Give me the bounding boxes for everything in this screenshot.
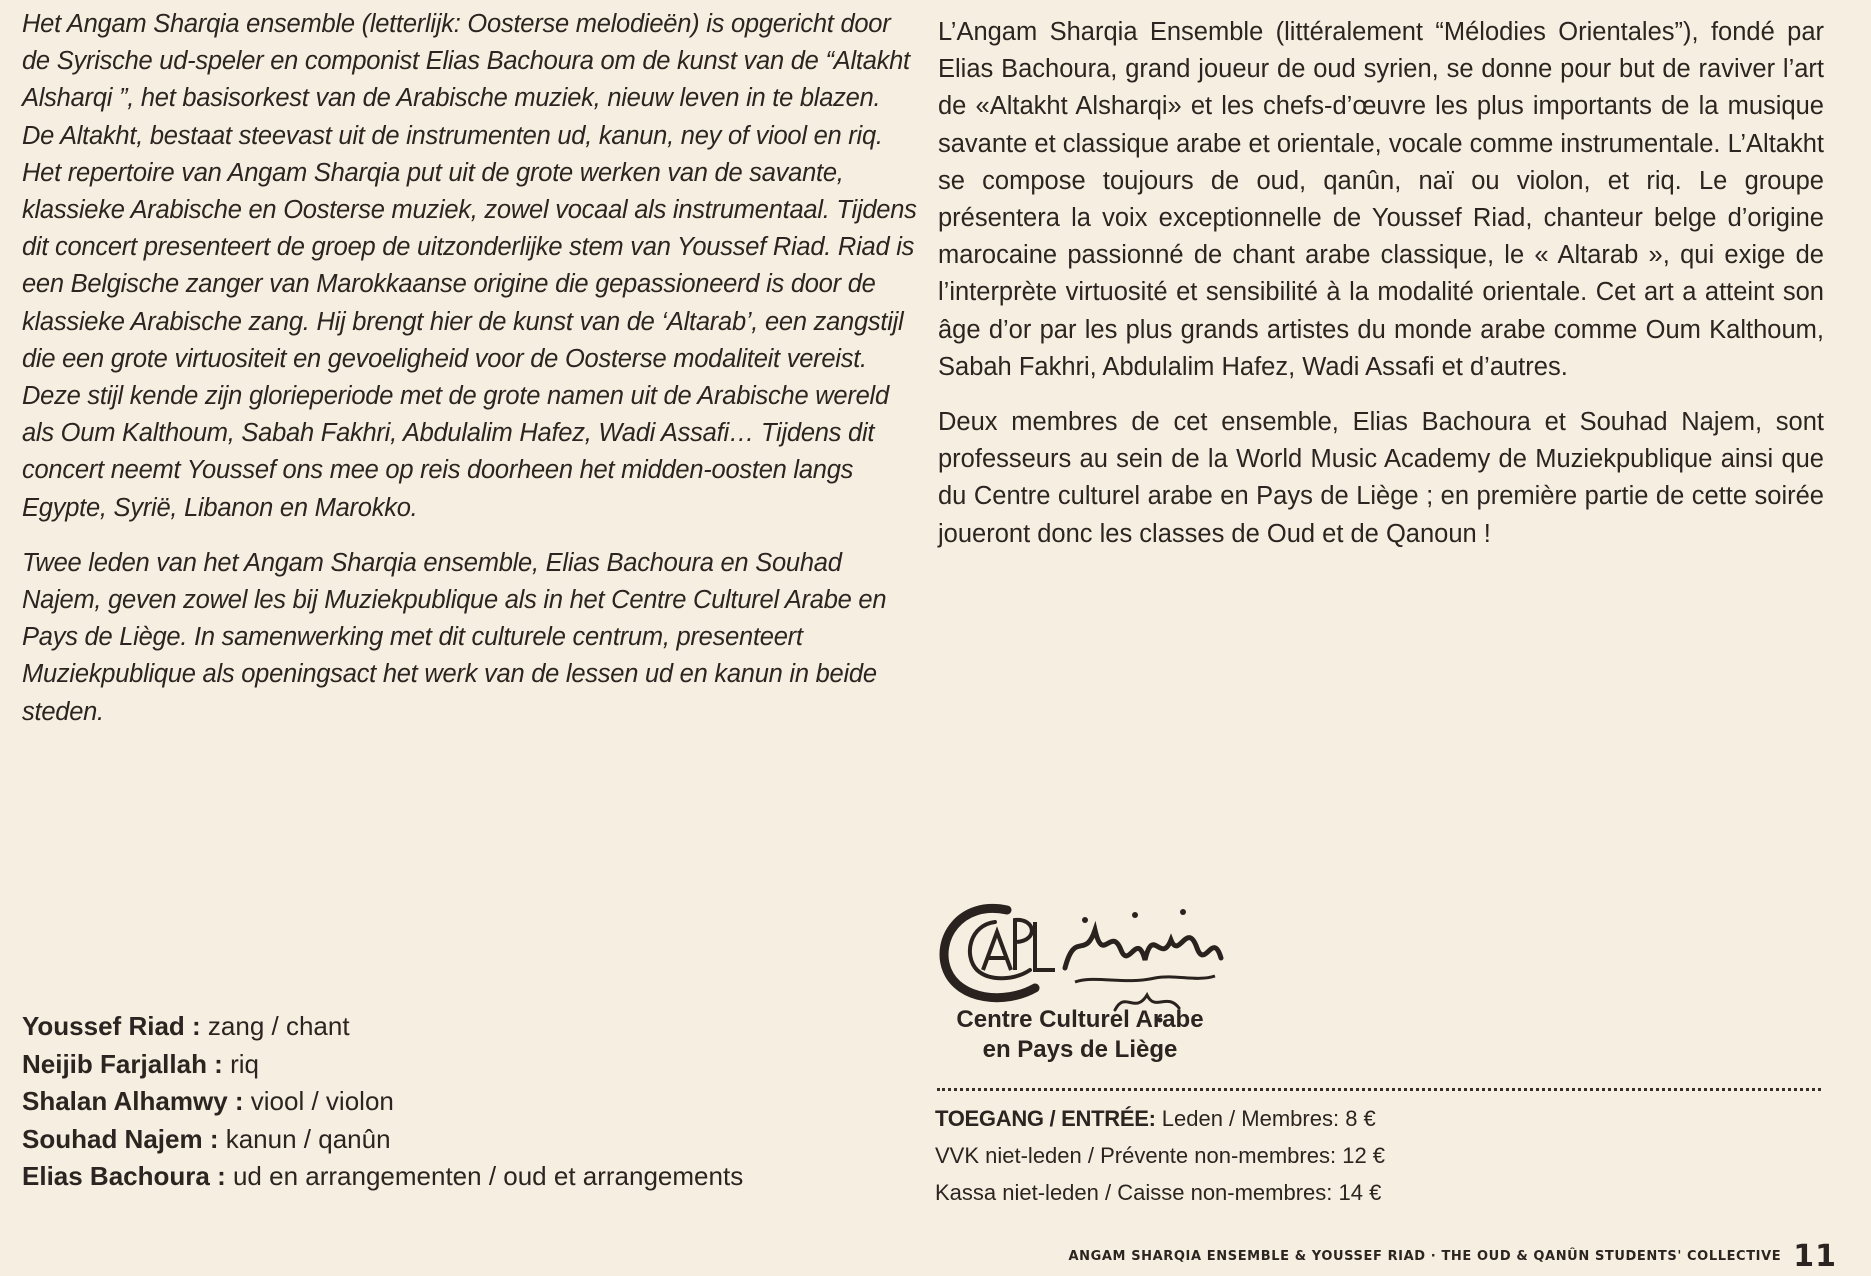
cast-role: ud en arrangementen / oud et arrangements xyxy=(232,1161,744,1191)
cast-name: Youssef Riad : xyxy=(22,1011,201,1041)
cast-role: riq xyxy=(230,1048,259,1079)
price-row-members xyxy=(935,1100,1635,1137)
dotted-divider xyxy=(937,1088,1821,1091)
price-presale: VVK niet-leden / Prévente non-membres: 12 € xyxy=(935,1143,1386,1168)
cast-member xyxy=(22,1158,922,1196)
logo-caption xyxy=(930,1005,1230,1065)
logo-caption-line-2: en Pays de Liège xyxy=(982,1036,1178,1063)
cast-member xyxy=(22,1083,922,1121)
cast-role: zang / chant xyxy=(207,1011,350,1041)
admission-prices xyxy=(935,1100,1635,1211)
admission-label: TOEGANG / ENTRÉE: xyxy=(935,1106,1156,1131)
logo-caption-line-1: Centre Culturel Arabe xyxy=(956,1006,1204,1033)
cast-member xyxy=(22,1008,922,1046)
cast-role: viool / violon xyxy=(250,1086,394,1116)
cast-name: Elias Bachoura : xyxy=(22,1161,226,1191)
french-paragraph-2: Deux membres de cet ensemble, Elias Bachoura et Souhad Najem, sont professeurs au sein de la World Music Academy de Muziekpublique ainsi que du Centre culturel arabe en Pays de Liège ; en première partie de cette soirée joueront donc les classes de Oud et de Qanoun ! xyxy=(938,408,1824,548)
cast-member xyxy=(22,1121,922,1159)
dutch-paragraph-2: Twee leden van het Angam Sharqia ensemble, Elias Bachoura en Souhad Najem, geven zowel les bij Muziekpublique als in het Centre Culturel Arabe en Pays de Liège. In samenwerking met dit culturele centrum, presenteert Muziekpublique als openingsact het werk van de lessen ud en kanun in beide steden. xyxy=(22,548,887,726)
cast-name: Shalan Alhamwy : xyxy=(22,1086,244,1116)
dutch-paragraph-1: Het Angam Sharqia ensemble (letterlijk: Oosterse melodieën) is opgericht door de Syrische ud-speler en componist Elias Bachoura om de kunst van de “Altakht Alsharqi ”, het basisorkest van de Arabische muziek, nieuw leven in te blazen. De Altakht, bestaat steevast uit de instrumenten ud, kanun, ney of viool en riq. Het repertoire van Angam Sharqia put uit de grote werken van de savante, klassieke Arabische en Oosterse muziek, zowel vocaal als instrumentaal. Tijdens dit concert presenteert de groep de uitzonderlijke stem van Youssef Riad. Riad is een Belgische zanger van Marokkaanse origine die gepassioneerd is door de klassieke Arabische zang. Hij brengt hier de kunst van de ‘Altarab’, een zangstijl die een grote virtuositeit en gevoeligheid voor de Oosterse modaliteit vereist. Deze stijl kende zijn glorieperiode met de grote namen uit de Arabische wereld als Oum Kalthoum, Sabah Fakhri, Abdulalim Hafez, Wadi Assafi… Tijdens dit concert neemt Youssef ons mee op reis doorheen het midden-oosten langs Egypte, Syrië, Libanon en Marokko. xyxy=(22,10,917,522)
page-number: 11 xyxy=(1793,1239,1837,1274)
cast-name: Neijib Farjallah : xyxy=(22,1048,223,1079)
price-members: Leden / Membres: 8 € xyxy=(1161,1106,1376,1131)
french-text-column xyxy=(938,14,1824,571)
cast-member xyxy=(22,1046,922,1084)
dutch-text-column xyxy=(22,6,918,749)
cast-list xyxy=(22,1008,922,1196)
cast-role: kanun / qanûn xyxy=(225,1123,391,1154)
running-footer-title: ANGAM SHARQIA ENSEMBLE & YOUSSEF RIAD · THE OUD & QANÛN STUDENTS' COLLECTIVE xyxy=(1068,1249,1782,1264)
french-paragraph-1: L’Angam Sharqia Ensemble (littéralement “Mélodies Orientales”), fondé par Elias Bachoura, grand joueur de oud syrien, se donne pour but de raviver l’art de «Altakht Alsharqi» et les chefs-d’œuvre les plus importants de la musique savante et classique arabe et orientale, vocale comme instrumentale. L’Altakht se compose toujours de oud, qanûn, naï ou violon, et riq. Le groupe présentera la voix exceptionnelle de Youssef Riad, chanteur belge d’origine marocaine passionné de chant arabe classique, le « Altarab », qui exige de l’interprète virtuosité et sensibilité à la modalité orientale. Cet art a atteint son âge d’or par les plus grands artistes du monde arabe comme Oum Kalthoum, Sabah Fakhri, Abdulalim Hafez, Wadi Assafi et d’autres. xyxy=(938,18,1824,381)
cast-name: Souhad Najem : xyxy=(22,1123,219,1154)
page-footer xyxy=(1068,1239,1837,1274)
price-door: Kassa niet-leden / Caisse non-membres: 14 € xyxy=(935,1180,1382,1205)
